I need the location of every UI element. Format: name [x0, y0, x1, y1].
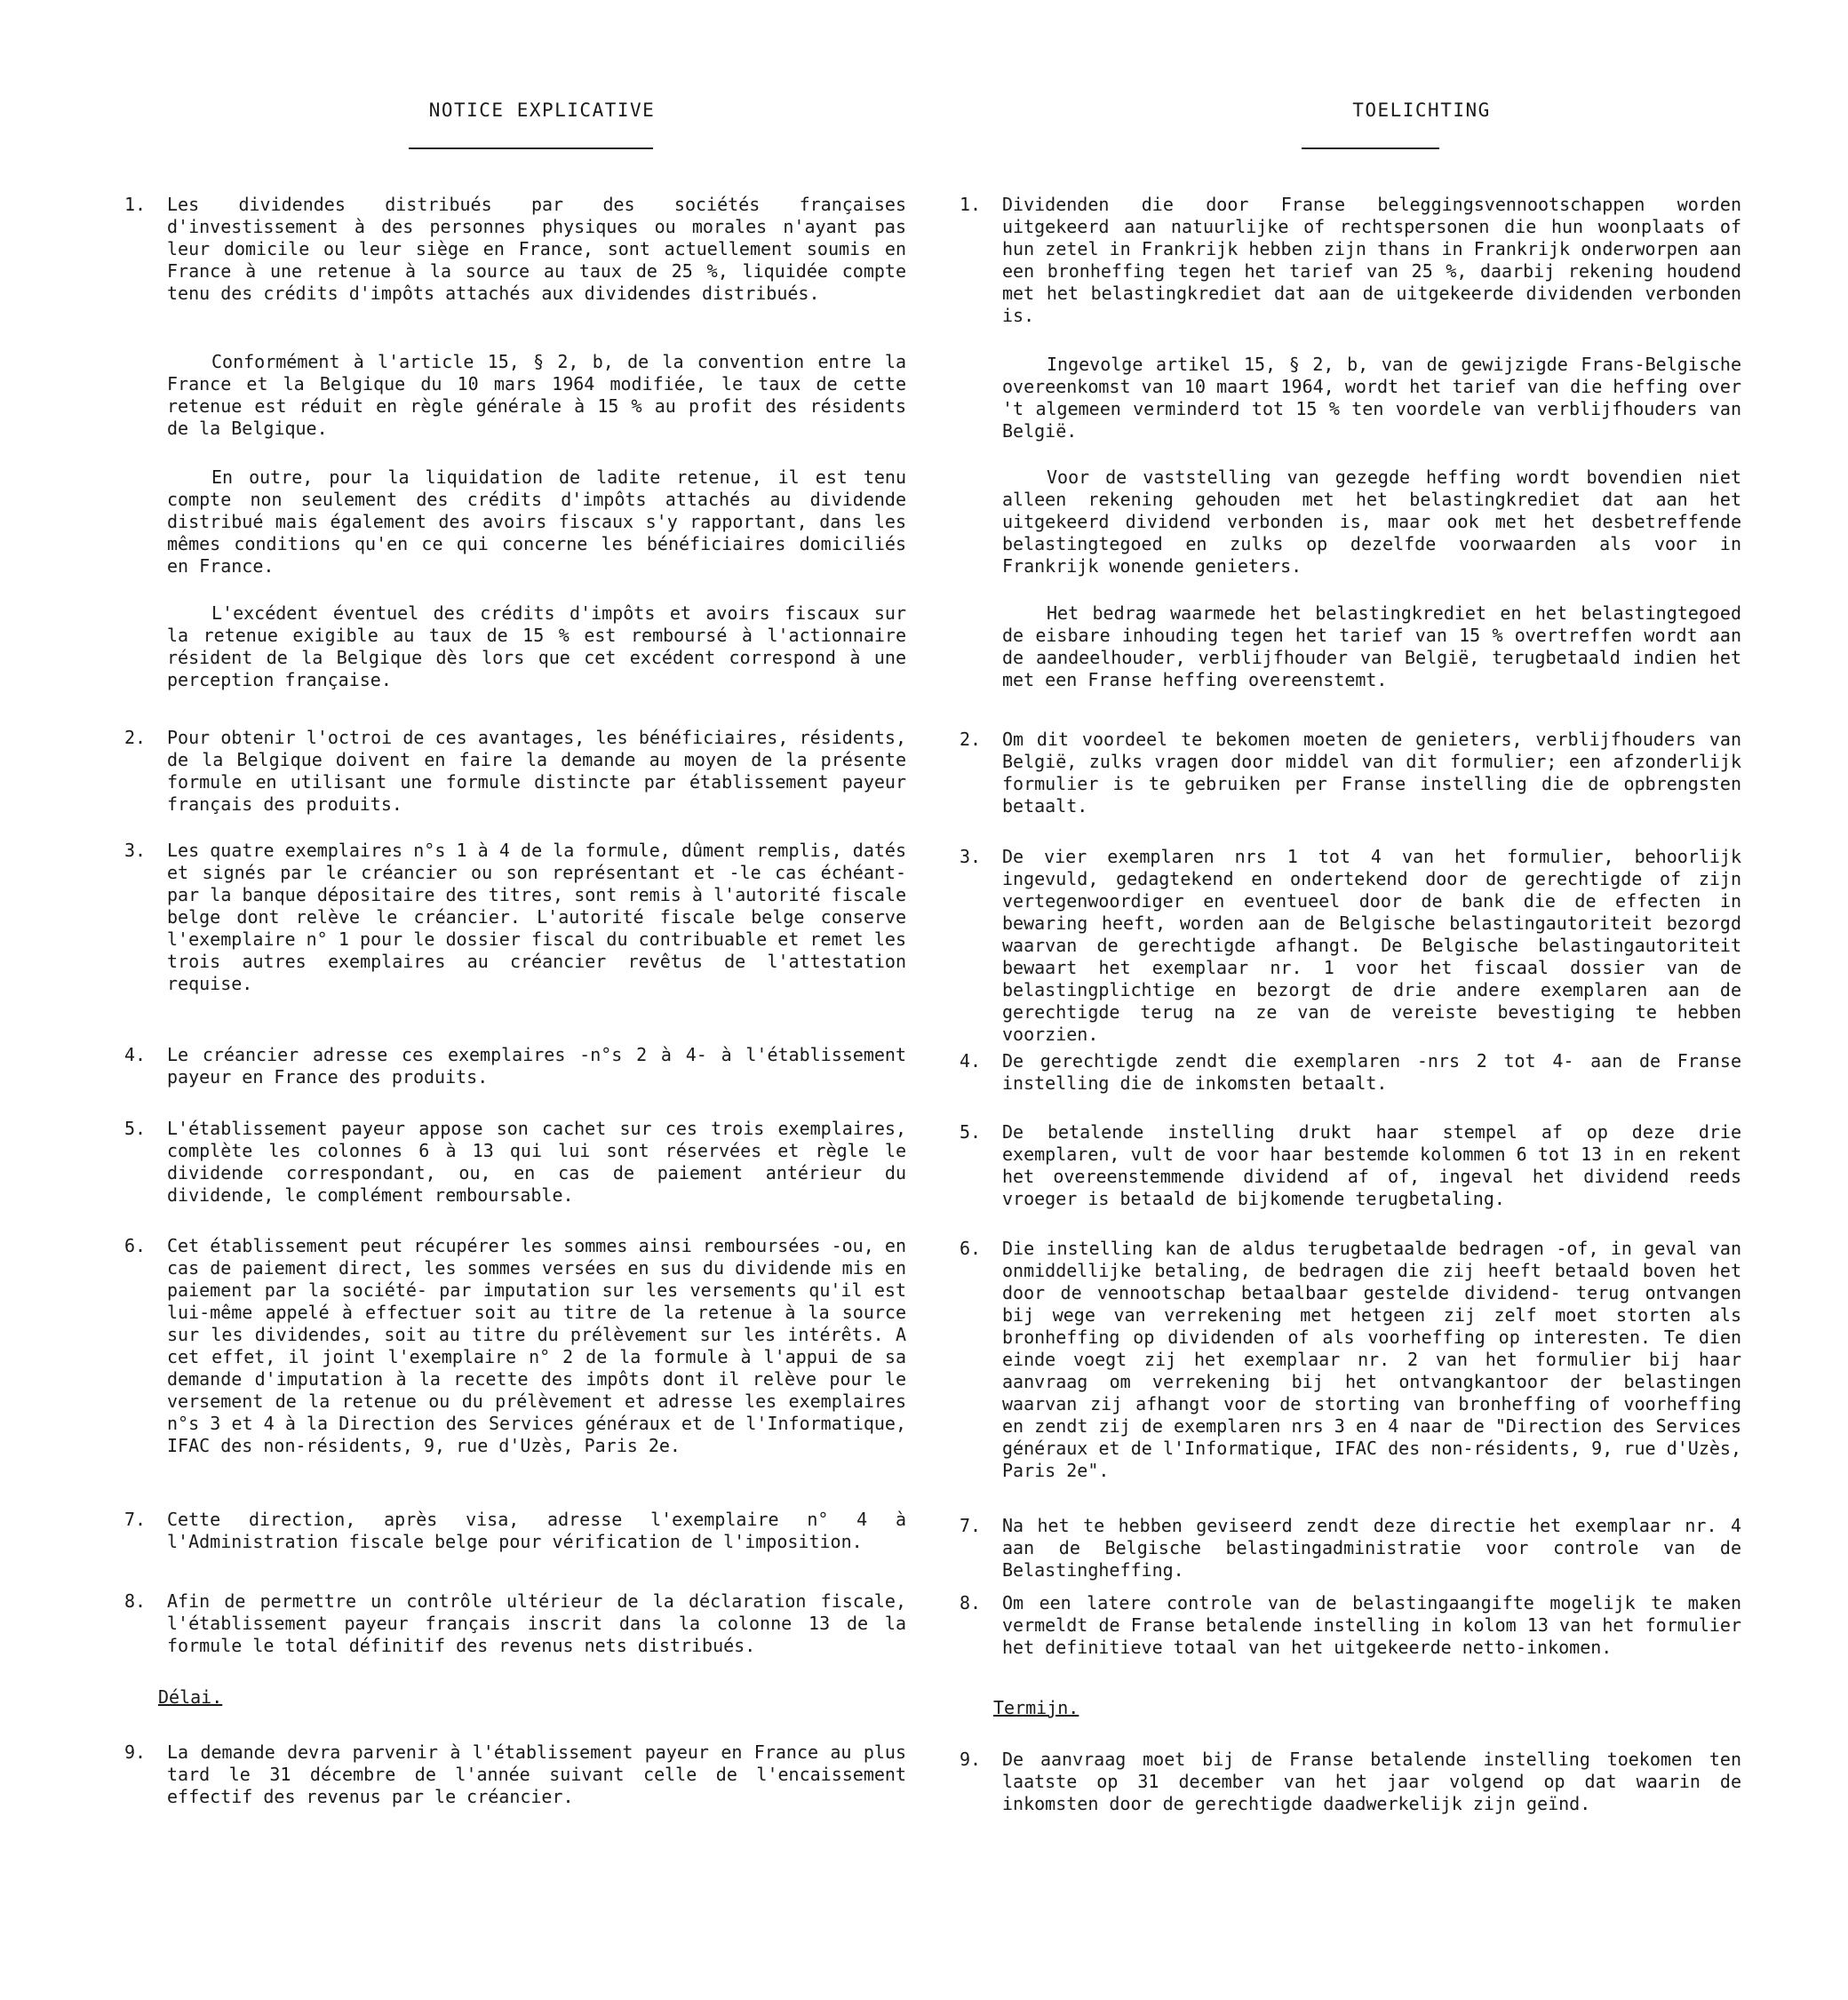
- item-number: 9.: [124, 1741, 147, 1763]
- dutch-item-5: [960, 1121, 1741, 1210]
- dutch-delay-heading: Termijn.: [993, 1697, 1079, 1718]
- item-number: 5.: [124, 1118, 147, 1139]
- item-text: Na het te hebben geviseerd zendt deze directie het exemplaar nr. 4 aan de Belgische belastingadministratie voor controle van de Belastingheffing.: [1002, 1515, 1741, 1581]
- item-text: Le créancier adresse ces exemplaires -n°s 2 à 4- à l'établissement payeur en France des produits.: [167, 1044, 906, 1088]
- item-number: 2.: [960, 729, 982, 750]
- item-text: L'excédent éventuel des crédits d'impôts et avoirs fiscaux sur la retenue exigible au taux de 15 % est remboursé à l'actionnaire résident de la Belgique dès lors que cet excédent correspond à une perception française.: [167, 602, 906, 690]
- french-item-7: [124, 1509, 906, 1553]
- item-text: Les quatre exemplaires n°s 1 à 4 de la formule, dûment remplis, datés et signés par le créancier ou son représentant et -le cas échéant- par la banque dépositaire des titres, sont remis à l'autorité fiscale belge dont relève le créancier. L'autorité fiscale belge conserve l'exemplaire n° 1 pour le dossier fiscal du contribuable et remet les trois autres exemplaires au créancier revêtus de l'attestation requise.: [167, 840, 906, 994]
- french-item-6: [124, 1235, 906, 1457]
- item-text: Dividenden die door Franse beleggingsvennootschappen worden uitgekeerd aan natuurlijke of rechtspersonen die hun woonplaats of hun zetel in Frankrijk hebben zijn thans in Frankrijk onderworpen aan een bronheffing tegen het tarief van 25 %, daarbij rekening houdend met het belastingkrediet dat aan de uitgekeerde dividenden verbonden is.: [1002, 194, 1741, 326]
- dutch-title-rule: [1302, 147, 1439, 149]
- item-number: 6.: [960, 1238, 982, 1259]
- item-text: Conformément à l'article 15, § 2, b, de la convention entre la France et la Belgique du 10 mars 1964 modifiée, le taux de cette retenue est réduit en règle générale à 15 % au profit des résidents de la Belgique.: [167, 351, 906, 439]
- dutch-paragraph-1d: [960, 602, 1741, 691]
- french-title-rule: [409, 147, 653, 149]
- item-number: 7.: [960, 1515, 982, 1536]
- item-text: Les dividendes distribués par des sociétés françaises d'investissement à des personnes physiques ou morales n'ayant pas leur domicile ou leur siège en France, sont actuellement soumis en France à une retenue à la source au taux de 25 %, liquidée compte tenu des crédits d'impôts attachés aux dividendes distribués.: [167, 194, 906, 304]
- item-text: Cette direction, après visa, adresse l'exemplaire n° 4 à l'Administration fiscale belge pour vérification de l'imposition.: [167, 1509, 906, 1552]
- item-text: Om een latere controle van de belastingaangifte mogelijk te maken vermeldt de Franse betalende instelling in kolom 13 van het formulier het definitieve totaal van het uitgekeerde netto-inkomen.: [1002, 1592, 1741, 1658]
- item-number: 9.: [960, 1749, 982, 1770]
- french-delay-heading: Délai.: [158, 1686, 223, 1708]
- item-number: 3.: [124, 840, 147, 861]
- item-number: 7.: [124, 1509, 147, 1530]
- item-text: De aanvraag moet bij de Franse betalende instelling toekomen ten laatste op 31 december van het jaar volgend op dat waarin de inkomsten door de gerechtigde daadwerkelijk zijn geïnd.: [1002, 1749, 1741, 1814]
- item-number: 4.: [124, 1044, 147, 1065]
- dutch-item-8: [960, 1592, 1741, 1659]
- dutch-item-1: [960, 194, 1741, 327]
- item-text: Het bedrag waarmede het belastingkrediet en het belastingtegoed de eisbare inhouding tegen het tarief van 15 % overtreffen wordt aan de aandeelhouder, verblijfhouder van België, terugbetaald indien het met een Franse heffing overeenstemt.: [1002, 602, 1741, 690]
- item-text: Ingevolge artikel 15, § 2, b, van de gewijzigde Frans-Belgische overeenkomst van 10 maart 1964, wordt het tarief van die heffing over 't algemeen verminderd tot 15 % ten voordele van verblijfhouders van België.: [1002, 354, 1741, 442]
- dutch-title: TOELICHTING: [1352, 100, 1491, 121]
- item-text: De betalende instelling drukt haar stempel af op deze drie exemplaren, vult de voor haar bestemde kolommen 6 tot 13 in en rekent het overeenstemmende dividend af of, ingeval het dividend reeds vroeger is betaald de bijkomende terugbetaling.: [1002, 1121, 1741, 1209]
- item-number: 3.: [960, 846, 982, 867]
- item-number: 8.: [124, 1590, 147, 1612]
- french-item-2: [124, 727, 906, 816]
- french-item-5: [124, 1118, 906, 1207]
- item-number: 8.: [960, 1592, 982, 1614]
- item-text: Voor de vaststelling van gezegde heffing wordt bovendien niet alleen rekening gehouden met het belastingkrediet dat aan het uitgekeerd dividend verbonden is, maar ook met het desbetreffende belastingtegoed en zulks op dezelfde voorwaarden als voor in Frankrijk wonende genieters.: [1002, 466, 1741, 577]
- french-paragraph-1d: [124, 602, 906, 691]
- item-number: 4.: [960, 1050, 982, 1072]
- dutch-item-3: [960, 846, 1741, 1046]
- item-text: La demande devra parvenir à l'établissement payeur en France au plus tard le 31 décembre de l'année suivant celle de l'encaissement effectif des revenus par le créancier.: [167, 1741, 906, 1807]
- item-text: L'établissement payeur appose son cachet sur ces trois exemplaires, complète les colonnes 6 à 13 qui lui sont réservées et règle le dividende correspondant, ou, en cas de paiement antérieur du dividende, le complément remboursable.: [167, 1118, 906, 1206]
- item-text: Die instelling kan de aldus terugbetaalde bedragen -of, in geval van onmiddellijke betaling, de bedragen die zij heeft betaald boven het door de vennootschap betaalbaar gestelde dividend- terug ontvangen bij wege van verrekening met hetgeen zij zelf moet storten als bronheffing op dividenden of als voorheffing op interesten. Te dien einde voegt zij het exemplaar nr. 2 van het formulier bij haar aanvraag om verrekening bij het ontvangkantoor der belastingen waarvan zij afhangt voor de storting van bronheffing of voorheffing en zendt zij de exemplaren nrs 3 en 4 naar de "Direction des Services généraux et de l'Informatique, IFAC des non-résidents, 9, rue d'Uzès, Paris 2e".: [1002, 1238, 1741, 1481]
- item-text: Cet établissement peut récupérer les sommes ainsi remboursées -ou, en cas de paiement direct, les sommes versées en sus du dividende mis en paiement par la société- par imputation sur les versements qu'il est lui-même appelé à effectuer soit au titre de la retenue à la source sur les dividendes, soit au titre du prélèvement sur les intérêts. A cet effet, il joint l'exemplaire n° 2 de la formule à l'appui de sa demande d'imputation à la recette des impôts dont il relève pour le versement de la retenue ou du prélèvement et adresse les exemplaires n°s 3 et 4 à la Direction des Services généraux et de l'Informatique, IFAC des non-résidents, 9, rue d'Uzès, Paris 2e.: [167, 1235, 906, 1456]
- item-text: Pour obtenir l'octroi de ces avantages, les bénéficiaires, résidents, de la Belgique doivent en faire la demande au moyen de la présente formule en utilisant une formule distincte par établissement payeur français des produits.: [167, 727, 906, 815]
- dutch-item-4: [960, 1050, 1741, 1095]
- item-text: De gerechtigde zendt die exemplaren -nrs 2 tot 4- aan de Franse instelling die de inkomsten betaalt.: [1002, 1050, 1741, 1094]
- item-number: 1.: [960, 194, 982, 215]
- item-text: En outre, pour la liquidation de ladite retenue, il est tenu compte non seulement des crédits d'impôts attachés au dividende distribué mais également des avoirs fiscaux s'y rapportant, dans les mêmes conditions qu'en ce qui concerne les bénéficiaires domiciliés en France.: [167, 466, 906, 577]
- item-text: Om dit voordeel te bekomen moeten de genieters, verblijfhouders van België, zulks vragen door middel van dit formulier; een afzonderlijk formulier is te gebruiken per Franse instelling die de opbrengsten betaalt.: [1002, 729, 1741, 817]
- item-text: De vier exemplaren nrs 1 tot 4 van het formulier, behoorlijk ingevuld, gedagtekend en ondertekend door de gerechtigde of zijn vertegenwoordiger en eventueel door de bank die de effecten in bewaring heeft, worden aan de Belgische belastingautoriteit bezorgd waarvan de gerechtigde afhangt. De Belgische belastingautoriteit bewaart het exemplaar nr. 1 voor het fiscaal dossier van de belastingplichtige en bezorgt de drie andere exemplaren aan de gerechtigde terug na ze van de vereiste bevestiging te hebben voorzien.: [1002, 846, 1741, 1045]
- item-number: 6.: [124, 1235, 147, 1256]
- item-number: 1.: [124, 194, 147, 215]
- french-item-1: [124, 194, 906, 305]
- french-item-9: [124, 1741, 906, 1808]
- french-item-4: [124, 1044, 906, 1088]
- french-paragraph-1c: [124, 466, 906, 578]
- dutch-item-7: [960, 1515, 1741, 1582]
- french-item-3: [124, 840, 906, 995]
- dutch-item-2: [960, 729, 1741, 817]
- item-number: 2.: [124, 727, 147, 748]
- french-item-8: [124, 1590, 906, 1657]
- item-number: 5.: [960, 1121, 982, 1143]
- dutch-paragraph-1c: [960, 466, 1741, 578]
- dutch-paragraph-1b: [960, 354, 1741, 442]
- dutch-item-9: [960, 1749, 1741, 1815]
- french-title: NOTICE EXPLICATIVE: [428, 100, 656, 121]
- french-paragraph-1b: [124, 351, 906, 440]
- item-text: Afin de permettre un contrôle ultérieur de la déclaration fiscale, l'établissement payeur français inscrit dans la colonne 13 de la formule le total définitif des revenus nets distribués.: [167, 1590, 906, 1656]
- dutch-item-6: [960, 1238, 1741, 1482]
